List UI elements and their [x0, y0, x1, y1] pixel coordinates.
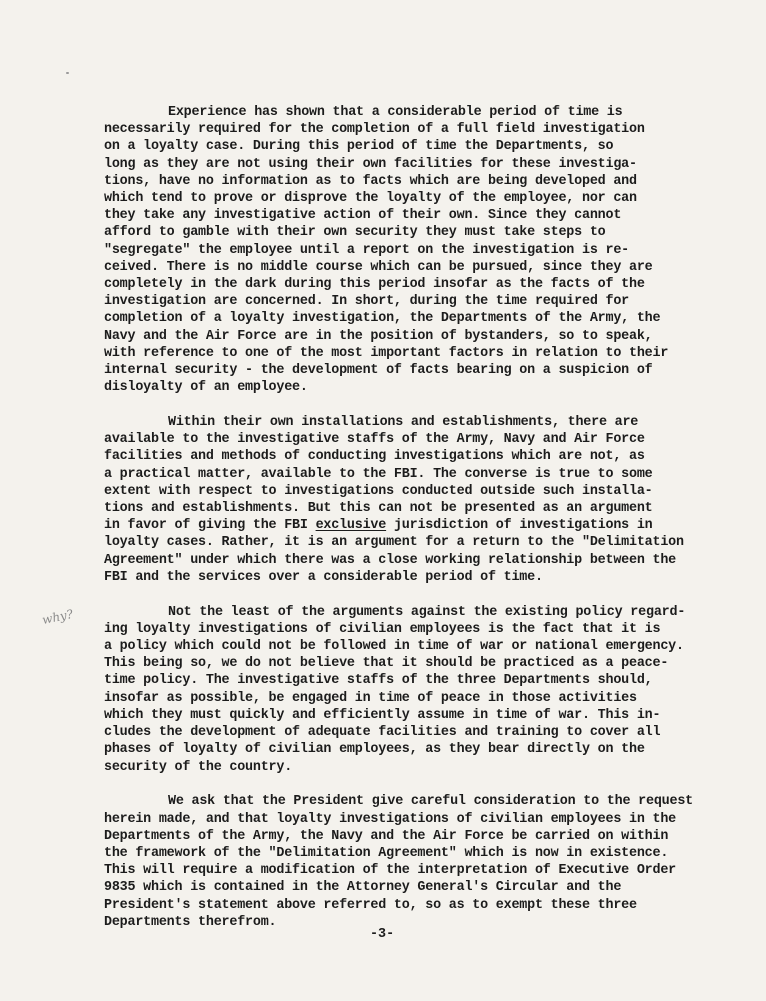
text-line: tions and establishments. But this can not be presented as an argument [104, 501, 653, 517]
text-line: ing loyalty investigations of civilian employees is the fact that it is [104, 621, 661, 637]
text-line: a policy which could not be followed in time of war or national emergency. [104, 639, 684, 655]
text-line: phases of loyalty of civilian employees, as they bear directly on the [104, 742, 645, 758]
text-line: Experience has shown that a considerable period of time is [168, 105, 623, 120]
text-line: extent with respect to investigations conducted outside such installa- [104, 483, 653, 499]
document-body [104, 104, 693, 949]
text-line: 9835 which is contained in the Attorney General's Circular and the [104, 880, 622, 896]
text-line: herein made, and that loyalty investigations of civilian employees in the [104, 811, 677, 827]
paragraph-4 [104, 793, 693, 931]
handwritten-margin-note: why? [40, 606, 75, 628]
text-line: they take any investigative action of their own. Since they cannot [104, 208, 622, 224]
text-line: security of the country. [104, 759, 293, 775]
text-line: Within their own installations and establishments, there are [168, 415, 639, 431]
text-line: Navy and the Air Force are in the position of bystanders, so to speak, [104, 328, 653, 344]
text-line: cludes the development of adequate facilities and training to cover all [104, 725, 661, 741]
text-line: Agreement" under which there was a close working relationship between the [104, 552, 677, 568]
text-line: investigation are concerned. In short, during the time required for [104, 294, 629, 310]
text-line: the framework of the "Delimitation Agreement" which is now in existence. [104, 845, 669, 861]
text-line: facilities and methods of conducting investigations which are not, as [104, 449, 645, 465]
text-line: necessarily required for the completion of a full field investigation [104, 122, 645, 138]
text-line: FBI and the services over a considerable period of time. [104, 569, 543, 585]
text-line: Not the least of the arguments against the existing policy regard- [168, 604, 686, 620]
text-line: which tend to prove or disprove the loyalty of the employee, nor can [104, 191, 637, 207]
text-line: Departments therefrom. [104, 914, 277, 930]
text-line: ceived. There is no middle course which can be pursued, since they are [104, 259, 653, 275]
text-line: loyalty cases. Rather, it is an argument for a return to the "Delimitation [104, 535, 684, 551]
text-line: "segregate" the employee until a report on the investigation is re- [104, 242, 629, 258]
text-line: completion of a loyalty investigation, the Departments of the Army, the [104, 311, 661, 327]
text-line: President's statement above referred to, so as to exempt these three [104, 897, 637, 913]
text-line: on a loyalty case. During this period of time the Departments, so [104, 139, 614, 155]
text-line: This being so, we do not believe that it should be practiced as a peace- [104, 656, 669, 672]
text-line: We ask that the President give careful consideration to the request [168, 794, 693, 810]
text-line: tions, have no information as to facts which are being developed and [104, 173, 637, 189]
text-line: available to the investigative staffs of the Army, Navy and Air Force [104, 432, 645, 448]
text-line: disloyalty of an employee. [104, 380, 308, 396]
text-line: long as they are not using their own facilities for these investiga- [104, 156, 637, 172]
paragraph-2 [104, 414, 684, 586]
text-line: This will require a modification of the interpretation of Executive Order [104, 863, 677, 879]
text-line: time policy. The investigative staffs of the three Departments should, [104, 673, 653, 689]
text-line: completely in the dark during this period insofar as the facts of the [104, 277, 645, 293]
page-number: -3- [370, 927, 395, 942]
text-line: internal security - the development of facts bearing on a suspicion of [104, 363, 653, 379]
text-line: insofar as possible, be engaged in time of peace in those activities [104, 690, 637, 706]
paragraph-1 [104, 104, 684, 396]
text-line: which they must quickly and efficiently assume in time of war. This in- [104, 707, 661, 723]
underlined-word: exclusive [315, 518, 387, 534]
text-line: a practical matter, available to the FBI. The converse is true to some [104, 466, 653, 482]
text-line: afford to gamble with their own security they must take steps to [104, 225, 606, 241]
paper-speck [66, 72, 69, 74]
text-line: Departments of the Army, the Navy and the Air Force be carried on within [104, 828, 669, 844]
text-line-with-underline: in favor of giving the FBI exclusive jurisdiction of investigations in [104, 518, 653, 534]
paragraph-3 [104, 604, 684, 776]
text-line: with reference to one of the most important factors in relation to their [104, 345, 669, 361]
